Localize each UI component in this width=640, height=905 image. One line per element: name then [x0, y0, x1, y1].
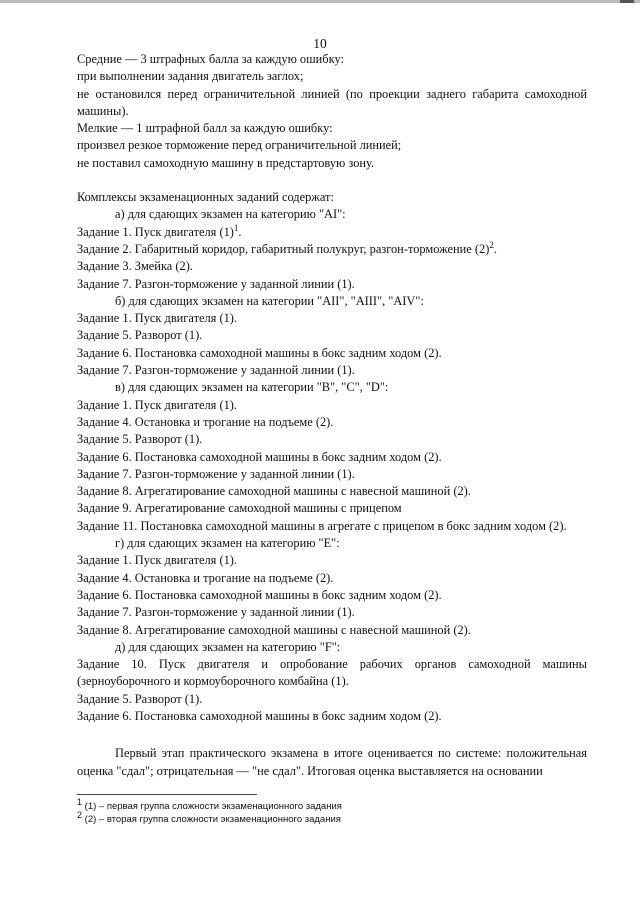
task-item: Задание 10. Пуск двигателя и опробование рабочих органов самоходной машины: [77, 657, 587, 672]
final-paragraph: Первый этап практического экзамена в итоге оценивается по системе: положительная оценка "сдал"; отрицательная — "не сдал". Итоговая оценка выставляется на основании: [77, 746, 587, 778]
group-b-heading: б) для сдающих экзамен на категории "AII", "AIII", "AIV":: [115, 293, 424, 308]
task-text: Задание 2. Габаритный коридор, габаритный полукруг, разгон-торможение (2): [77, 241, 490, 256]
task-item: Задание 6. Постановка самоходной машины в бокс задним ходом (2).: [77, 345, 442, 360]
task-item: Задание 1. Пуск двигателя (1).: [77, 553, 238, 568]
top-scan-edge: [0, 0, 640, 3]
task-text: Задание 1. Пуск двигателя (1): [77, 224, 234, 239]
task-item: Задание 1. Пуск двигателя $(1)^1$.: [77, 222, 242, 239]
footnote-mark: 1: [77, 796, 83, 807]
error-item: не поставил самоходную машину в предстартовую зону.: [77, 155, 375, 170]
group-v-heading: в) для сдающих экзамен на категории "B", "C", "D":: [115, 380, 389, 395]
task-item: Задание 7. Разгон-торможение у заданной линии (1).: [77, 276, 355, 291]
footnote-ref: 2: [489, 239, 494, 250]
task-item: Задание 8. Агрегатирование самоходной машины с навесной машиной (2).: [77, 484, 471, 499]
footnotes: [77, 796, 587, 826]
footnote-ref: 1: [233, 222, 239, 233]
task-item: Задание 5. Разворот (1).: [77, 432, 203, 447]
task-item: Задание 5. Разворот (1).: [77, 691, 203, 706]
page-number: 10: [313, 36, 327, 51]
task-item: Задание 9. Агрегатирование самоходной машины с прицепом: [77, 501, 402, 516]
task-item: Задание 6. Постановка самоходной машины в бокс задним ходом (2).: [77, 708, 442, 723]
task-item-continued: (зерноуборочного и кормоуборочного комбайна (1).: [77, 674, 349, 689]
task-item: Задание 3. Змейка (2).: [77, 259, 193, 274]
error-item: произвел резкое торможение перед ограничительной линией;: [77, 138, 402, 153]
footnote-text: (2) – вторая группа сложности экзаменационного задания: [82, 814, 341, 825]
medium-errors-heading: Средние — 3 штрафных балла за каждую ошибку:: [77, 52, 344, 66]
minor-errors-heading: Мелкие — 1 штрафной балл за каждую ошибку:: [77, 121, 333, 136]
task-item: Задание 4. Остановка и трогание на подъеме (2).: [77, 570, 334, 585]
task-item: Задание 2. Габаритный коридор, габаритный полукруг, разгон-торможение $(2)^2$.: [77, 239, 497, 256]
error-item: не остановился перед ограничительной линией (по проекции заднего габарита самоходной машины).: [77, 86, 587, 118]
task-item: Задание 4. Остановка и трогание на подъеме (2).: [77, 414, 334, 429]
footnote-1: [77, 796, 587, 813]
footnote-2: [77, 809, 587, 826]
task-item: Задание 7. Разгон-торможение у заданной линии (1).: [77, 466, 355, 481]
task-item: Задание 8. Агрегатирование самоходной машины с навесной машиной (2).: [77, 622, 471, 637]
footnote-separator: [77, 794, 257, 795]
task-item: Задание 6. Постановка самоходной машины в бокс задним ходом (2).: [77, 449, 442, 464]
group-d-heading: д) для сдающих экзамен на категорию "F":: [115, 639, 341, 654]
footnote-mark: 2: [77, 809, 83, 820]
group-a-heading: а) для сдающих экзамен на категорию "AI":: [115, 207, 346, 222]
task-item: Задание 1. Пуск двигателя (1).: [77, 397, 238, 412]
task-item: Задание 1. Пуск двигателя (1).: [77, 311, 238, 326]
task-item: Задание 5. Разворот (1).: [77, 328, 203, 343]
task-item: Задание 7. Разгон-торможение у заданной линии (1).: [77, 605, 355, 620]
document-body: [77, 51, 587, 780]
top-scan-mark: [620, 0, 634, 3]
task-item: Задание 6. Постановка самоходной машины в бокс задним ходом (2).: [77, 587, 442, 602]
footnote-text: (1) – первая группа сложности экзаменационного задания: [82, 801, 342, 812]
complexes-intro: Комплексы экзаменационных заданий содержат:: [77, 190, 334, 205]
group-g-heading: г) для сдающих экзамен на категорию "E":: [115, 536, 340, 551]
error-item: при выполнении задания двигатель заглох;: [77, 69, 304, 84]
task-item: Задание 11. Постановка самоходной машины в агрегате с прицепом в бокс задним ходом (2).: [77, 518, 567, 533]
task-item: Задание 7. Разгон-торможение у заданной линии (1).: [77, 363, 355, 378]
